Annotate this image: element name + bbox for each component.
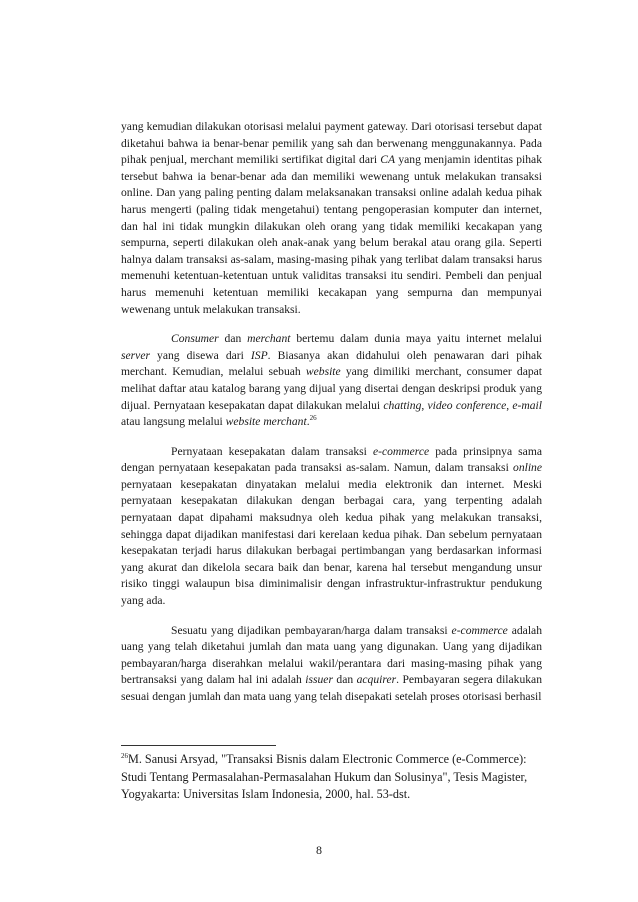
footnote-separator bbox=[121, 745, 276, 746]
page-number: 8 bbox=[316, 843, 322, 857]
text-run: . Biasanya akan didahului oleh penawaran dari pihak merchant. Kemudian, melalui sebuah bbox=[121, 348, 542, 379]
text-run: yang menjamin identitas pihak tersebut bahwa ia benar-benar ada dan memiliki wewenang untuk melakukan transaksi online. Dan yang paling penting dalam melaksanakan transaksi online adalah kedua pihak harus mengerti (paling tidak mengetahui) tentang pengoperasian komputer dan internet, dan hal ini tidak mungkin dilakukan oleh orang yang tidak memiliki kecakapan yang sempurna, seperti dilakukan oleh anak-anak yang belum berakal atau orang gila. Seperti halnya dalam transaksi as-salam, masing-masing pihak yang terlibat dalam transaksi harus memenuhi ketentuan-ketentuan untuk validitas transaksi itu sendiri. Pembeli dan penjual harus memenuhi ketentuan memiliki kecakapan yang sempurna dan mempunyai wewenang untuk melakukan transaksi. bbox=[121, 153, 542, 316]
italic-term: chatting bbox=[383, 398, 422, 412]
text-run: yang disewa dari bbox=[149, 348, 251, 362]
body-text bbox=[121, 119, 542, 706]
italic-term: merchant bbox=[247, 332, 291, 346]
text-run: pernyataan kesepakatan dinyatakan melalui media elektronik dan internet. Meski pernyataan kesepakatan dilakukan dengan berbagai cara, yang terpenting adalah pernyataan dapat dipahami maksudnya oleh kedua pihak yang melakukan transaksi, sehingga dapat dijadikan manifestasi dari kerelaan kedua pihak. Dan sebelum pernyataan kesepakatan terjadi harus dilakukan berbagai pertimbangan yang berdasarkan informasi yang akurat dan dikelola secara baik dan benar, karena hal tersebut mengandung unsur risiko tinggi walaupun bisa diminimalisir dengan infrastruktur-infrastruktur pendukung yang ada. bbox=[121, 477, 542, 608]
paragraph bbox=[121, 444, 542, 610]
italic-term: ISP bbox=[250, 348, 268, 362]
text-run: dan bbox=[332, 673, 357, 687]
text-run: atau langsung melalui bbox=[121, 415, 226, 429]
paragraph bbox=[121, 119, 542, 318]
text-run: Pernyataan kesepakatan dalam transaksi bbox=[171, 444, 373, 458]
italic-term: video conference bbox=[427, 398, 507, 412]
italic-term: website merchant bbox=[225, 415, 307, 429]
text-run: Sesuatu yang dijadikan pembayaran/harga dalam transaksi bbox=[171, 623, 452, 637]
italic-term: issuer bbox=[305, 673, 333, 687]
text-run: . bbox=[306, 415, 310, 429]
text-run: pada prinsipnya sama dengan pernyataan kesepakatan pada transaksi as-salam. Namun, dalam transaksi bbox=[121, 444, 542, 475]
text-run: , bbox=[506, 398, 513, 412]
footnote-ref: 26 bbox=[309, 414, 317, 423]
text-run: , bbox=[421, 398, 428, 412]
italic-term: online bbox=[513, 461, 542, 475]
text-run: yang kemudian dilakukan otorisasi melalui payment gateway. Dari otorisasi tersebut dapat diketahui bahwa ia benar-benar pemilik yang sah dan berwenang menggunakannya. Pada pihak penjual, merchant memiliki sertifikat digital dari bbox=[121, 120, 542, 167]
text-run: adalah uang yang telah diketahui jumlah dan mata uang yang digunakan. Uang yang dijadikan pembayaran/harga diserahkan melalui wakil/perantara dari masing-masing pihak yang bertransaksi yang dalam hal ini adalah bbox=[121, 623, 542, 687]
italic-term: server bbox=[121, 348, 150, 362]
text-run: yang dimiliki merchant, consumer dapat melihat daftar atau katalog barang yang dijual yang disertai dengan deskripsi produk yang dijual. Pernyataan kesepakatan dapat dilakukan melalui bbox=[121, 365, 542, 412]
footnote-number: 26 bbox=[121, 752, 128, 760]
italic-term: website bbox=[305, 365, 341, 379]
italic-term: e-commerce bbox=[451, 623, 508, 637]
footnote-text: M. Sanusi Arsyad, "Transaksi Bisnis dalam Electronic Commerce (e-Commerce): Studi Tentang Permasalahan-Permasalahan Hukum dan Solusinya", Tesis Magister, Yogyakarta: Universitas Islam Indonesia, 2000, hal. 53-dst. bbox=[121, 752, 528, 801]
text-run: dan bbox=[218, 332, 248, 346]
italic-term: acquirer bbox=[356, 673, 397, 687]
footnote bbox=[121, 751, 542, 804]
paragraph bbox=[121, 623, 542, 706]
text-run: bertemu dalam dunia maya yaitu internet melalui bbox=[290, 332, 542, 346]
italic-term: CA bbox=[380, 153, 396, 167]
paragraph bbox=[121, 331, 542, 431]
italic-term: e-commerce bbox=[372, 444, 430, 458]
italic-term: Consumer bbox=[171, 332, 219, 346]
italic-term: e-mail bbox=[512, 398, 542, 412]
text-run: . Pembayaran segera dilakukan sesuai dengan jumlah dan mata uang yang telah disepakati setelah proses otorisasi berhasil bbox=[121, 673, 542, 703]
